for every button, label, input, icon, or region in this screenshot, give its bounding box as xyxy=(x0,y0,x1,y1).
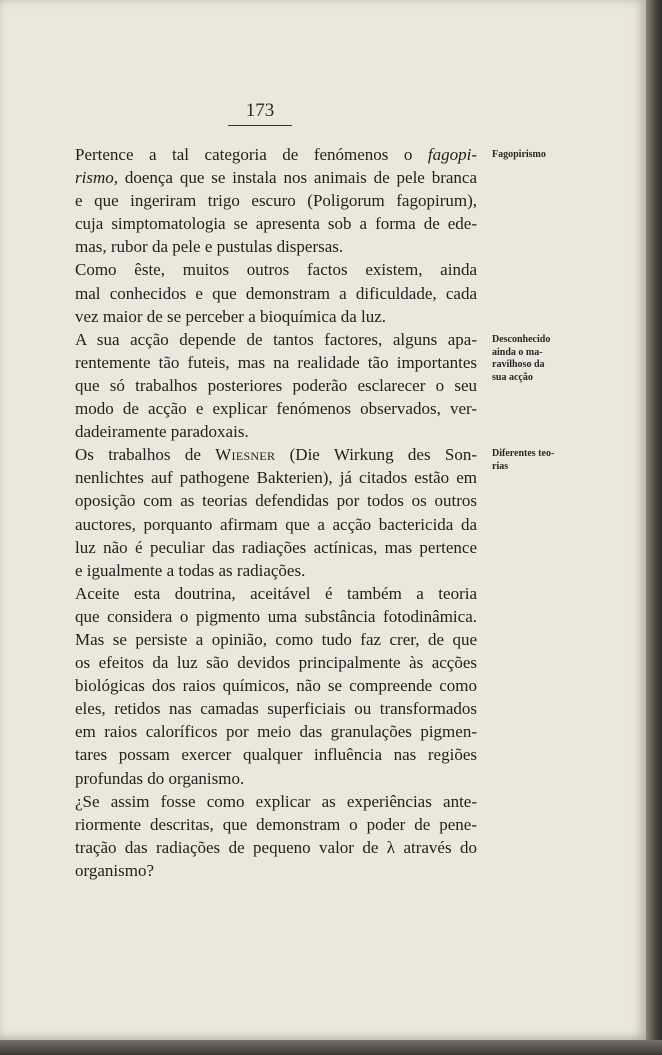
text-run: Os trabalhos de xyxy=(75,445,216,465)
text-line: riormente descritas, que demonstram o poder de pene- xyxy=(75,814,477,834)
author-name: Wiesner xyxy=(215,445,276,465)
text-line: os efeitos da luz são devidos principalmente às acções xyxy=(75,653,477,673)
text-line: auctores, porquanto afirmam que a acção bactericida da xyxy=(75,514,477,534)
paragraph-aceite xyxy=(53,582,477,790)
italic-term: rismo, xyxy=(75,168,118,188)
text-line: A sua acção depende de tantos factores, alguns apa- xyxy=(75,329,477,349)
margin-note-line: Desconhecido xyxy=(492,334,551,345)
paragraph-se-assim xyxy=(53,790,477,882)
text-line: ¿Se assim fosse como explicar as experiências ante- xyxy=(75,791,477,811)
text-line: Mas se persiste a opinião, como tudo faz crer, de que xyxy=(75,629,477,649)
text-line: modo de acção e explicar fenómenos observados, ver- xyxy=(75,399,477,419)
page-number: 173 xyxy=(245,100,275,121)
text-line xyxy=(53,443,477,466)
text-line: mas, rubor da pele e pustulas dispersas. xyxy=(75,237,344,257)
margin-note-line: ravilhoso da xyxy=(492,359,545,370)
body-text xyxy=(53,143,477,882)
text-line xyxy=(53,143,477,166)
text-line: nenlichtes auf pathogene Bakterien), já citados estão em xyxy=(75,468,477,488)
margin-note-diferentes-teorias xyxy=(492,448,572,473)
text-line: que só trabalhos posteriores poderão esclarecer o seu xyxy=(75,375,477,395)
text-run: (Die Wirkung des Son- xyxy=(275,445,477,465)
text-line: organismo? xyxy=(75,860,155,880)
text-line: e que ingeriram trigo escuro (Poligorum fagopirum), xyxy=(75,191,477,211)
text-run: Pertence a tal categoria de fenómenos o xyxy=(75,145,428,164)
margin-note-line: ainda o ma- xyxy=(492,346,543,358)
text-line: tares possam exercer qualquer influência nas regiões xyxy=(75,745,477,765)
text-line: luz não é peculiar das radiações actínicas, mas pertence xyxy=(75,537,477,557)
text-line: que considera o pigmento uma substância fotodinâmica. xyxy=(75,606,477,626)
text-line: Aceite esta doutrina, aceitável é também a teoria xyxy=(75,583,477,603)
text-line: biológicas dos raios químicos, não se compreende como xyxy=(75,676,477,696)
page-number-rule xyxy=(228,125,292,126)
text-line: cuja simptomatologia se apresenta sob a forma de ede- xyxy=(75,214,477,234)
text-line: Como êste, muitos outros factos existem, ainda xyxy=(75,260,477,280)
text-line: rentemente tão futeis, mas na realidade tão importantes xyxy=(75,352,477,372)
paragraph-fagopirismo xyxy=(53,143,477,258)
text-line: e igualmente a todas as radiações. xyxy=(75,560,306,580)
margin-note-line: rias xyxy=(492,460,509,472)
margin-note-fagopirismo xyxy=(492,149,572,162)
italic-term: fagopi- xyxy=(427,145,477,164)
text-line: vez maior de se perceber a bioquímica da luz. xyxy=(75,306,387,326)
paragraph-como-este xyxy=(53,258,477,327)
text-line: oposição com as teorias defendidas por todos os outros xyxy=(75,491,477,511)
text-line: dadeiramente paradoxais. xyxy=(75,422,249,442)
margin-note-line: Fagopirismo xyxy=(492,149,546,160)
margin-note-line: sua acção xyxy=(492,371,533,383)
text-run: doença que se instala nos animais de pele branca xyxy=(117,168,477,188)
book-edge-bottom xyxy=(0,1040,662,1055)
text-line: profundas do organismo. xyxy=(75,768,245,788)
margin-note-line: Diferentes teo- xyxy=(492,448,555,459)
paragraph-wiesner xyxy=(53,443,477,582)
text-line: em raios caloríficos por meio das granulações pigmen- xyxy=(75,722,477,742)
book-edge-right xyxy=(646,0,662,1055)
text-line: eles, retidos nas camadas superficiais ou transformados xyxy=(75,699,477,719)
text-line: mal conhecidos e que demonstram a dificuldade, cada xyxy=(75,283,477,303)
margin-note-desconhecido xyxy=(492,334,572,384)
paragraph-sua-accao xyxy=(53,328,477,443)
text-line: tração das radiações de pequeno valor de λ através do xyxy=(75,837,477,857)
text-line xyxy=(53,166,477,189)
